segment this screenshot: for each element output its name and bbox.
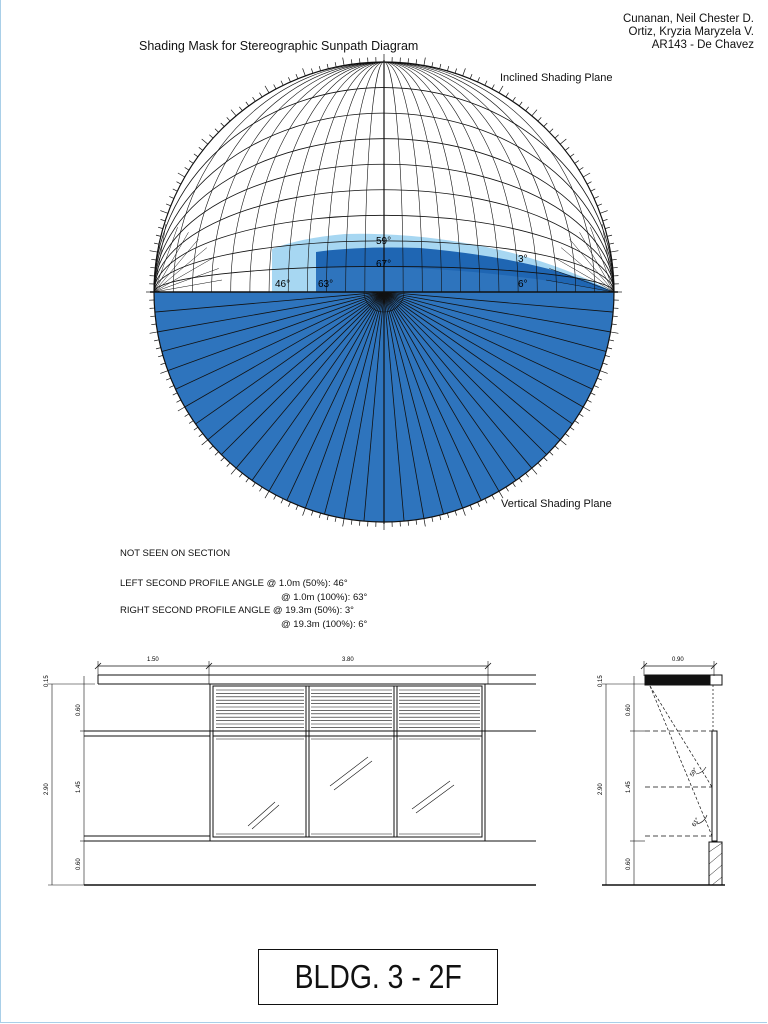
degree-tick: [607, 348, 612, 349]
degree-tick: [492, 495, 494, 499]
degree-tick: [538, 117, 541, 121]
degree-tick: [215, 452, 219, 455]
degree-tick: [485, 81, 487, 85]
section-angle-59: 59°: [689, 767, 700, 778]
degree-tick: [607, 235, 612, 236]
degree-tick: [194, 427, 198, 430]
degree-tick: [160, 371, 168, 374]
note-line-5: @ 19.3m (100%): 6°: [281, 619, 368, 630]
degree-tick: [259, 487, 262, 491]
degree-tick: [296, 505, 298, 510]
degree-tick: [499, 491, 503, 498]
degree-tick: [613, 316, 618, 317]
vertical-plane-label: Vertical Shading Plane: [501, 498, 612, 510]
degree-tick: [506, 487, 509, 491]
degree-tick: [215, 129, 219, 132]
degree-tick: [455, 511, 457, 516]
degree-tick: [447, 66, 448, 71]
elevation-dimensions: [44, 657, 354, 870]
degree-tick: [351, 59, 352, 64]
degree-tick: [492, 85, 494, 89]
degree-tick: [327, 515, 328, 520]
degree-tick: [150, 267, 155, 268]
note-line-2: LEFT SECOND PROFILE ANGLE @ 1.0m (50%): 46°: [120, 578, 348, 589]
degree-tick: [303, 508, 306, 516]
degree-tick: [605, 355, 610, 356]
degree-tick: [161, 219, 166, 221]
degree-tick: [156, 235, 161, 236]
degree-tick: [288, 502, 290, 507]
dim-left-4: 0.60: [76, 858, 82, 870]
degree-tick: [603, 363, 608, 365]
degree-tick: [532, 468, 537, 474]
degree-tick: [565, 147, 569, 150]
section-dim-top: 0.90: [672, 657, 684, 663]
degree-tick: [173, 393, 177, 395]
degree-tick: [526, 473, 529, 477]
degree-tick: [591, 393, 595, 395]
degree-tick: [597, 204, 602, 206]
degree-tick: [265, 86, 269, 93]
angle-label-46: 46°: [275, 279, 291, 290]
degree-tick: [440, 64, 441, 69]
angle-label-3: 3°: [518, 254, 528, 265]
degree-tick: [151, 324, 156, 325]
degree-tick: [424, 58, 425, 66]
degree-tick: [351, 520, 352, 525]
degree-tick: [154, 243, 159, 244]
degree-tick: [597, 378, 602, 380]
degree-tick: [311, 511, 313, 516]
note-line-4: RIGHT SECOND PROFILE ANGLE @ 19.3m (50%): 3°: [120, 605, 354, 616]
degree-tick: [288, 77, 290, 82]
degree-tick: [319, 513, 320, 518]
degree-tick: [526, 107, 529, 111]
degree-tick: [281, 499, 283, 503]
section-dim-total: 2.90: [598, 783, 604, 795]
diagram-title: Shading Mask for Stereographic Sunpath Diagram: [139, 39, 419, 53]
degree-tick: [185, 414, 189, 417]
degree-tick: [209, 135, 213, 138]
degree-tick: [253, 97, 256, 101]
degree-tick: [274, 85, 276, 89]
degree-tick: [199, 147, 203, 150]
degree-tick: [594, 196, 599, 198]
angle-label-67: 67°: [376, 259, 392, 270]
degree-tick: [555, 446, 559, 449]
degree-tick: [296, 74, 298, 79]
degree-tick: [158, 355, 163, 356]
degree-tick: [239, 473, 242, 477]
dim-left-1: 0.15: [44, 675, 50, 687]
degree-tick: [150, 316, 155, 317]
degree-tick: [265, 491, 269, 498]
degree-tick: [506, 93, 509, 97]
window-section: [602, 661, 725, 885]
degree-tick: [560, 440, 566, 445]
degree-tick: [246, 478, 249, 482]
degree-tick: [440, 515, 441, 520]
degree-tick: [319, 66, 320, 71]
degree-tick: [202, 139, 208, 144]
sunpath-grid: [146, 54, 622, 530]
degree-tick: [259, 93, 262, 97]
degree-tick: [156, 348, 161, 349]
degree-tick: [591, 189, 595, 191]
degree-tick: [221, 123, 224, 127]
dim-total: 2.90: [44, 783, 50, 795]
degree-tick: [603, 219, 608, 221]
degree-tick: [519, 102, 522, 106]
degree-tick: [359, 58, 360, 63]
degree-tick: [189, 421, 193, 424]
degree-tick: [189, 161, 193, 164]
degree-tick: [246, 102, 249, 106]
degree-tick: [609, 340, 614, 341]
degree-tick: [274, 495, 276, 499]
degree-tick: [470, 505, 472, 510]
degree-tick: [532, 110, 537, 116]
section-dim-left-2: 0.60: [626, 704, 632, 716]
degree-tick: [611, 332, 619, 333]
section-dim-left-4: 0.60: [626, 858, 632, 870]
building-label-box: [258, 949, 498, 1005]
degree-tick: [447, 513, 448, 518]
degree-tick: [560, 139, 566, 144]
degree-tick: [239, 107, 242, 111]
section-dim-left-3: 1.45: [626, 781, 632, 793]
building-label: BLDG. 3 - 2F: [294, 958, 462, 995]
degree-tick: [154, 340, 159, 341]
degree-tick: [335, 517, 336, 522]
degree-tick: [416, 520, 417, 525]
degree-tick: [587, 182, 591, 184]
degree-tick: [463, 68, 466, 76]
degree-tick: [359, 521, 360, 526]
degree-tick: [169, 386, 174, 388]
degree-tick: [519, 478, 522, 482]
degree-tick: [612, 324, 617, 325]
degree-tick: [343, 58, 344, 66]
degree-tick: [513, 97, 516, 101]
angle-label-6: 6°: [518, 279, 528, 290]
degree-tick: [575, 421, 579, 424]
degree-tick: [565, 434, 569, 437]
degree-tick: [470, 74, 472, 79]
degree-tick: [613, 267, 618, 268]
degree-tick: [594, 386, 599, 388]
degree-tick: [549, 129, 553, 132]
degree-tick: [408, 58, 409, 63]
degree-tick: [177, 182, 181, 184]
degree-tick: [416, 59, 417, 64]
dim-left-3: 1.45: [76, 781, 82, 793]
dim-top-2: 3.80: [342, 657, 354, 663]
degree-tick: [455, 69, 457, 74]
degree-tick: [161, 363, 166, 365]
degree-tick: [587, 400, 591, 402]
note-line-1: NOT SEEN ON SECTION: [120, 548, 231, 559]
author-1: Cunanan, Neil Chester D.: [622, 13, 754, 25]
degree-tick: [150, 251, 158, 252]
degree-tick: [231, 468, 236, 474]
degree-tick: [343, 519, 344, 527]
section-dimensions: [598, 657, 702, 870]
degree-tick: [579, 414, 583, 417]
degree-tick: [231, 110, 236, 116]
degree-tick: [158, 227, 163, 228]
degree-tick: [166, 204, 171, 206]
degree-tick: [221, 457, 224, 461]
degree-tick: [150, 332, 158, 333]
degree-tick: [408, 521, 409, 526]
degree-tick: [499, 86, 503, 93]
degree-tick: [570, 427, 574, 430]
degree-tick: [160, 211, 168, 214]
degree-tick: [538, 463, 541, 467]
degree-tick: [485, 499, 487, 503]
degree-tick: [335, 62, 336, 67]
degree-tick: [177, 400, 181, 402]
degree-tick: [463, 508, 466, 516]
degree-tick: [478, 502, 480, 507]
degree-tick: [432, 62, 433, 67]
angle-label-59: 59°: [376, 236, 392, 247]
inclined-plane-label: Inclined Shading Plane: [500, 72, 613, 84]
degree-tick: [178, 407, 185, 411]
degree-tick: [600, 371, 608, 374]
degree-tick: [151, 259, 156, 260]
degree-tick: [199, 434, 203, 437]
degree-tick: [253, 483, 256, 487]
degree-tick: [611, 251, 619, 252]
degree-tick: [478, 77, 480, 82]
degree-tick: [185, 167, 189, 170]
degree-tick: [549, 452, 553, 455]
degree-tick: [173, 189, 177, 191]
section-angle-61: 61°: [691, 817, 702, 828]
degree-tick: [583, 173, 590, 177]
section-dim-left-1: 0.15: [598, 675, 604, 687]
degree-tick: [583, 407, 590, 411]
degree-tick: [605, 227, 610, 228]
degree-tick: [227, 117, 230, 121]
note-line-3: @ 1.0m (100%): 63°: [281, 592, 368, 603]
degree-tick: [513, 483, 516, 487]
dim-left-2: 0.60: [76, 704, 82, 716]
degree-tick: [227, 463, 230, 467]
degree-tick: [281, 81, 283, 85]
degree-tick: [544, 457, 547, 461]
degree-tick: [166, 378, 171, 380]
author-2: Ortiz, Kryzia Maryzela V.: [628, 26, 754, 38]
degree-tick: [609, 243, 614, 244]
degree-tick: [194, 154, 198, 157]
degree-tick: [327, 64, 328, 69]
course-code: AR143 - De Chavez: [651, 39, 754, 51]
angle-label-63: 63°: [318, 279, 334, 290]
degree-tick: [303, 68, 306, 76]
degree-tick: [169, 196, 174, 198]
degree-tick: [209, 446, 213, 449]
window-elevation: [48, 661, 536, 885]
degree-tick: [575, 161, 579, 164]
degree-tick: [202, 440, 208, 445]
degree-tick: [579, 167, 583, 170]
degree-tick: [178, 173, 185, 177]
degree-tick: [600, 211, 608, 214]
degree-tick: [424, 519, 425, 527]
degree-tick: [544, 123, 547, 127]
dim-top-1: 1.50: [147, 657, 159, 663]
degree-tick: [311, 69, 313, 74]
degree-tick: [432, 517, 433, 522]
degree-tick: [612, 259, 617, 260]
degree-tick: [555, 135, 559, 138]
degree-tick: [570, 154, 574, 157]
